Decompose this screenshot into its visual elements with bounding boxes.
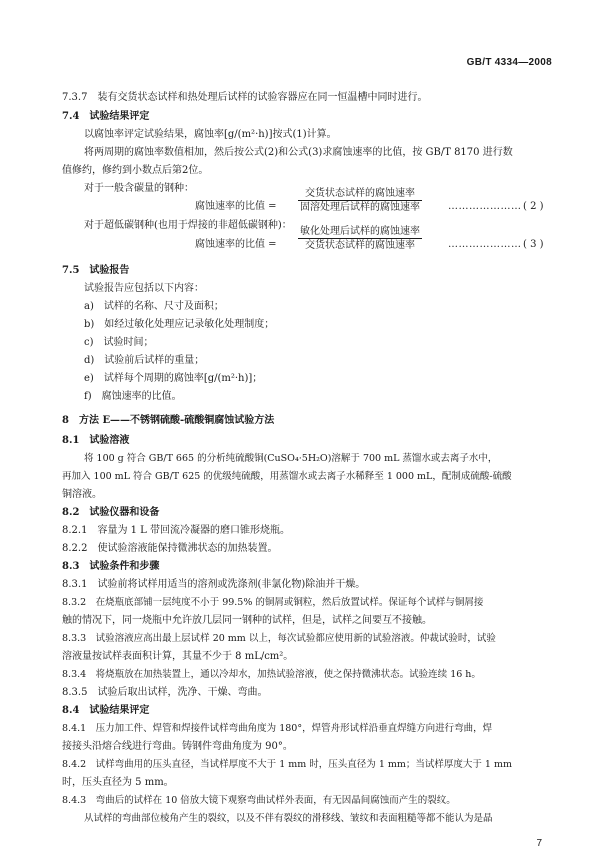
formula-leader: …………………: [448, 239, 522, 250]
formula-lhs: 腐蚀速率的比值 =: [195, 201, 277, 212]
heading-7-4: 7.4 试验结果评定: [62, 111, 150, 122]
heading-8: 8 方法 E——不锈钢硫酸-硫酸铜腐蚀试验方法: [62, 415, 275, 426]
paragraph: 接接头沿熔合线进行弯曲。铸钢件弯曲角度为 90°。: [62, 741, 293, 752]
clause-8-3-3: 8.3.3 试验溶液应高出最上层试样 20 mm 以上，每次试验都应使用新的试验溶液。仲裁试验时，试验: [62, 633, 496, 644]
formula-lhs: 腐蚀速率的比值 =: [195, 239, 277, 250]
formula-numerator: 交货状态试样的腐蚀速率: [305, 188, 415, 199]
clause-8-2-2: 8.2.2 使试验溶液能保持微沸状态的加热装置。: [62, 543, 278, 554]
formula-fraction: [298, 225, 422, 252]
list-item: e) 试样每个周期的腐蚀率[g/(m²·h)]；: [84, 373, 263, 384]
heading-8-1: 8.1 试验溶液: [62, 435, 130, 446]
formula-leader: …………………: [448, 201, 522, 212]
paragraph: 铜溶液。: [62, 489, 102, 500]
paragraph: 触的情况下，同一烧瓶中允许放几层同一钢种的试样，但是，试样之间要互不接触。: [62, 615, 432, 626]
list-item: d) 试验前后试样的重量；: [84, 355, 205, 366]
formula-number: ( 2 ): [523, 201, 544, 212]
list-item: a) 试样的名称、尺寸及面积；: [84, 301, 224, 312]
page-number: 7: [536, 838, 542, 849]
clause-8-3-4: 8.3.4 将烧瓶放在加热装置上，通以冷却水，加热试验溶液，使之保持微沸状态。试验连续 16 h。: [62, 669, 481, 680]
heading-8-3: 8.3 试验条件和步骤: [62, 561, 160, 572]
paragraph: 对于超低碳钢种(也用于焊接的非超低碳钢种)：: [84, 220, 292, 231]
paragraph: 试验报告应包括以下内容：: [84, 283, 204, 294]
standard-number: GB/T 4334—2008: [466, 57, 552, 68]
formula-fraction: [298, 187, 422, 214]
paragraph: 从试样的弯曲部位棱角产生的裂纹，以及不伴有裂纹的滑移线、皱纹和表面粗糙等都不能认为是晶: [84, 813, 493, 824]
paragraph: 将 100 g 符合 GB/T 665 的分析纯硫酸铜(CuSO₄·5H₂O)溶解于 700 mL 蒸馏水或去离子水中，: [84, 453, 498, 464]
clause-8-3-2: 8.3.2 在烧瓶底部铺一层纯度不小于 99.5% 的铜屑或铜粒，然后放置试样。保证每个试样与铜屑接: [62, 597, 484, 608]
formula-number: ( 3 ): [523, 239, 544, 250]
clause-8-4-3: 8.4.3 弯曲后的试样在 10 倍放大镜下观察弯曲试样外表面，有无因晶间腐蚀而产生的裂纹。: [62, 795, 456, 806]
list-item: b) 如经过敏化处理应记录敏化处理制度；: [84, 319, 275, 330]
formula-numerator: 敏化处理后试样的腐蚀速率: [300, 226, 420, 237]
paragraph: 溶液量按试样表面积计算，其量不少于 8 mL/cm²。: [62, 651, 294, 662]
clause-7-3-7: 7.3.7 装有交货状态试样和热处理后试样的试验容器应在同一恒温槽中同时进行。: [62, 92, 428, 103]
paragraph: 再加入 100 mL 符合 GB/T 625 的优级纯硫酸，用蒸馏水或去离子水稀释至 1 000 mL，配制成硫酸-硫酸: [62, 471, 512, 482]
formula-denominator: 交货状态试样的腐蚀速率: [305, 240, 415, 251]
clause-8-3-5: 8.3.5 试验后取出试样，洗净、干燥、弯曲。: [62, 687, 268, 698]
paragraph: 时，压头直径为 5 mm。: [62, 777, 174, 788]
list-item: f) 腐蚀速率的比值。: [84, 391, 182, 402]
heading-8-4: 8.4 试验结果评定: [62, 705, 150, 716]
heading-8-2: 8.2 试验仪器和设备: [62, 507, 160, 518]
paragraph: 值修约，修约到小数点后第2位。: [62, 165, 209, 176]
clause-8-4-2: 8.4.2 试样弯曲用的压头直径，当试样厚度不大于 1 mm 时，压头直径为 1 mm；当试样厚度大于 1 mm: [62, 759, 512, 770]
formula-denominator: 固溶处理后试样的腐蚀速率: [300, 202, 420, 213]
clause-8-4-1: 8.4.1 压力加工件、焊管和焊接件试样弯曲角度为 180°，焊管舟形试样沿垂直焊缝方向进行弯曲，焊: [62, 723, 493, 734]
clause-8-2-1: 8.2.1 容量为 1 L 带回流冷凝器的磨口锥形烧瓶。: [62, 525, 290, 536]
paragraph: 以腐蚀率评定试验结果，腐蚀率[g/(m²·h)]按式(1)计算。: [84, 129, 337, 140]
paragraph: 对于一般含碳量的钢种：: [84, 183, 194, 194]
clause-8-3-1: 8.3.1 试验前将试样用适当的溶剂或洗涤剂(非氯化物)除油并干燥。: [62, 579, 366, 590]
paragraph: 将两周期的腐蚀率数值相加，然后按公式(2)和公式(3)求腐蚀速率的比值，按 GB/T 8170 进行数: [84, 147, 513, 158]
heading-7-5: 7.5 试验报告: [62, 265, 130, 276]
list-item: c) 试验时间；: [84, 337, 154, 348]
